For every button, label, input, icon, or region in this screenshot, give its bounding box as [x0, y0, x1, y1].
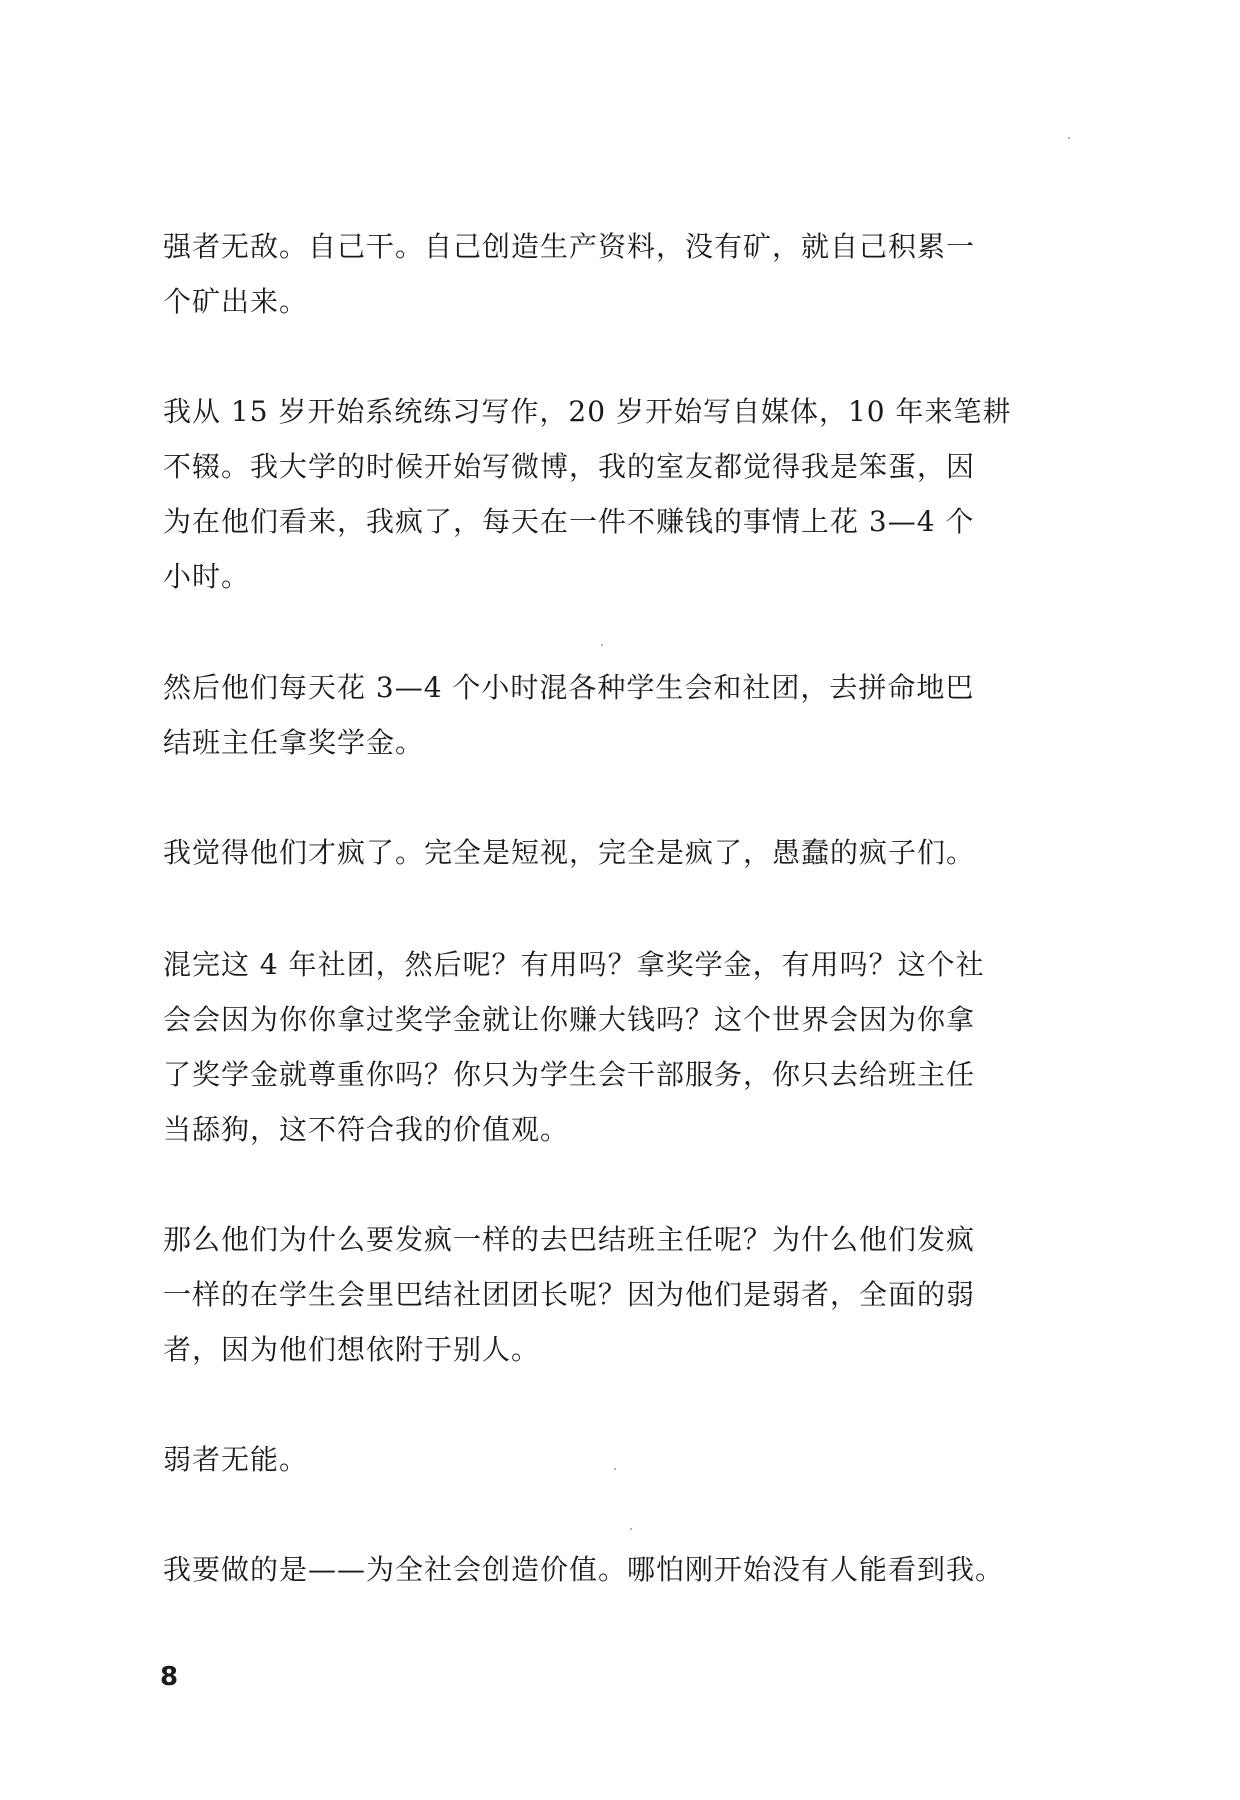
text-line: 会会因为你你拿过奖学金就让你赚大钱吗？这个世界会因为你拿 [163, 1003, 976, 1036]
text-line: 者，因为他们想依附于别人。 [163, 1333, 541, 1366]
paragraph-1 [163, 219, 983, 329]
page-number: 8 [160, 1662, 179, 1692]
text-line: 混完这 4 年社团，然后呢？有用吗？拿奖学金，有用吗？这个社 [163, 948, 985, 981]
paragraph-3 [163, 660, 983, 770]
text-line: 我觉得他们才疯了。完全是短视，完全是疯了，愚蠢的疯子们。 [163, 836, 976, 869]
text-line: 了奖学金就尊重你吗？你只为学生会干部服务，你只去给班主任 [163, 1058, 976, 1091]
paragraph-2 [163, 384, 1012, 604]
text-line: 为在他们看来，我疯了，每天在一件不赚钱的事情上花 3—4 个 [163, 505, 975, 538]
text-line: 强者无敌。自己干。自己创造生产资料，没有矿，就自己积累一 [163, 230, 976, 263]
paragraph-5 [163, 937, 983, 1157]
paragraph-4 [163, 825, 983, 880]
text-line: 我从 15 岁开始系统练习写作，20 岁开始写自媒体，10 年来笔耕 [163, 395, 1012, 428]
paragraph-7 [163, 1432, 983, 1487]
text-line: 我要做的是——为全社会创造价值。哪怕刚开始没有人能看到我。 [163, 1553, 1005, 1586]
scan-speck [601, 644, 603, 646]
scan-speck [614, 1468, 616, 1470]
text-line: 当舔狗，这不符合我的价值观。 [163, 1113, 570, 1146]
text-line: 结班主任拿奖学金。 [163, 726, 425, 759]
paragraph-8 [163, 1542, 1005, 1597]
text-line: 一样的在学生会里巴结社团团长呢？因为他们是弱者，全面的弱 [163, 1278, 976, 1311]
paragraph-6 [163, 1212, 983, 1377]
text-line: 然后他们每天花 3—4 个小时混各种学生会和社团，去拼命地巴 [163, 671, 975, 704]
scan-speck [1068, 137, 1070, 139]
text-line: 个矿出来。 [163, 285, 309, 318]
text-line: 小时。 [163, 560, 251, 593]
text-line: 弱者无能。 [163, 1443, 309, 1476]
scan-speck [630, 1528, 632, 1530]
text-line: 不辍。我大学的时候开始写微博，我的室友都觉得我是笨蛋，因 [163, 450, 976, 483]
text-line: 那么他们为什么要发疯一样的去巴结班主任呢？为什么他们发疯 [163, 1223, 976, 1256]
